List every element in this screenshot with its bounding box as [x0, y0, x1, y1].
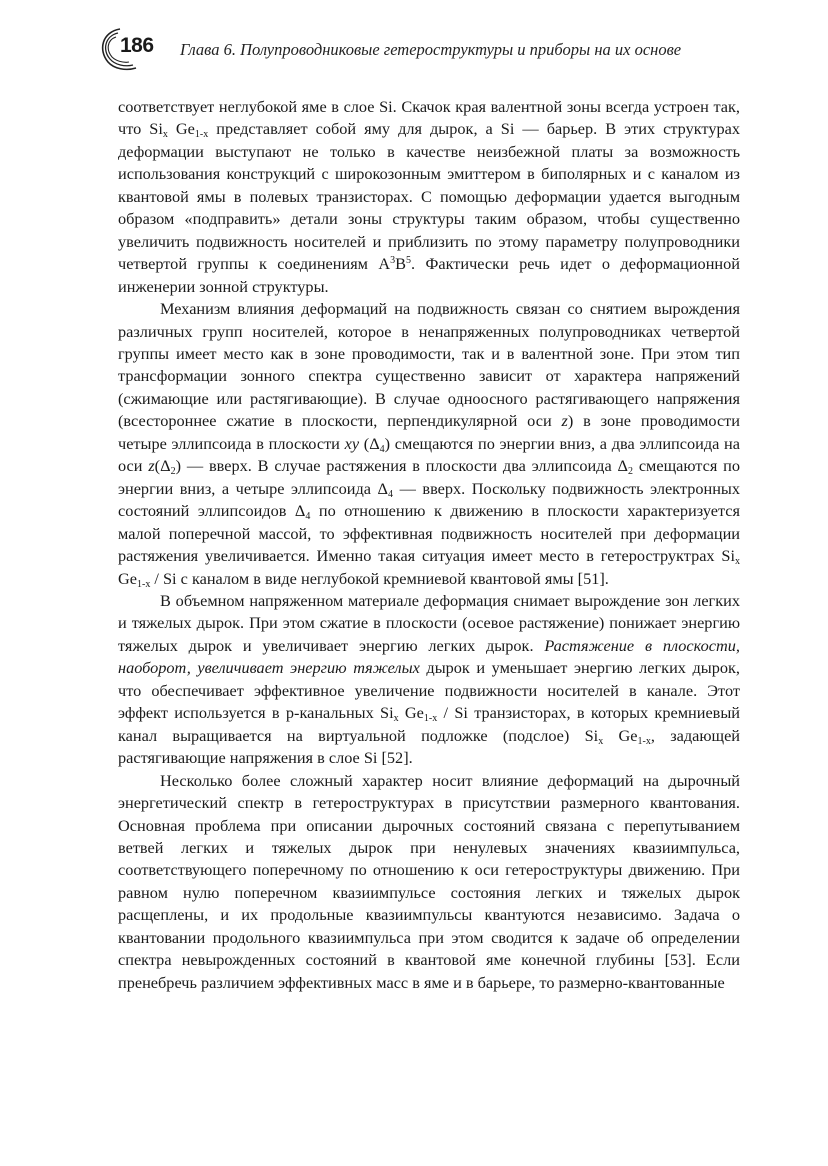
- paragraph: В объемном напряженном материале деформация снимает вырождение зон легких и тяжелых дырок. При этом сжатие в плоскости (осевое растяжение) понижает энергию тяжелых дырок и увеличивает энергию легких дырок. Растяжение в плоскости, наоборот, увеличивает энергию тяжелых дырок и уменьшает энергию легких дырок, что обеспечивает эффективное увеличение подвижности носителей в канале. Этот эффект используется в p-канальных $Si_x$ $Ge_{1-x}$ / Si транзисторах, в которых кремниевый канал выращивается на виртуальной подложке (подслое) $Si_x$ $Ge_{1-x}$, задающей растягивающие напряжения в слое Si [52].: [118, 590, 741, 768]
- paragraph: Механизм влияния деформаций на подвижность связан со снятием вырождения различных групп носителей, которое в ненапряженных полупроводниках четвертой группы имеет место как в зоне проводимости, так и в валентной зоне. При этом тип трансформации зонного спектра существенно зависит от характера напряжений (сжимающие или растягивающие). В случае одноосного растягивающего напряжения (всестороннее сжатие в плоскости, перпендикулярной оси z) в зоне проводимости четыре эллипсоида в плоскости xy $(\Delta_4)$ смещаются по энергии вниз, а два эллипсоида на оси $z(\Delta_2)$ — вверх. В случае растяжения в плоскости два эллипсоида $\Delta_2$ смещаются по энергии вниз, а четыре эллипсоида $\Delta_4$ — вверх. Поскольку подвижность электронных состояний эллипсоидов $\Delta_4$ по отношению к движению в плоскости характеризуется малой поперечной массой, то эффективная подвижность носителей при деформации растяжения увеличивается. Именно такая ситуация имеет место в гетероструктрах $Si_x$ $Ge_{1-x}$ / Si с каналом в виде неглубокой кремниевой квантовой ямы [51].: [118, 299, 741, 590]
- paragraph: Несколько более сложный характер носит влияние деформаций на дырочный энергетический спектр в гетероструктурах в присутствии размерного квантования. Основная проблема при описании дырочных состояний связана с перепутыванием ветвей легких и тяжелых дырок при ненулевых значениях квазиимпульса, соответствующего поперечному по отношению к оси гетероструктуры движению. При равном нулю поперечном квазиимпульсе состояния легких и тяжелых дырок расщеплены, и их продольные квазиимпульсы квантуются независимо. Задача о квантовании продольного квазиимпульса при этом сводится к задаче об определении спектра невырожденных состояний в квантовой яме конечной глубины [53]. Если пренебречь различием эффективных масс в яме и в барьере, то размерно-квантованные: [118, 770, 740, 992]
- running-title: Глава 6. Полупроводниковые гетероструктуры и приборы на их основе: [180, 40, 682, 59]
- body-text: [118, 96, 740, 994]
- page-number: 186: [120, 34, 154, 57]
- paragraph: соответствует неглубокой яме в слое Si. Скачок края валентной зоны всегда устроен так, что $Si_x$ $Ge_{1-x}$ представляет собой яму для дырок, а Si — барьер. В этих структурах деформации выступают не только в качестве неизбежной платы за возможность использования конструкций с широкозонным эмиттером в биполярных и с каналом из квантовой ямы в полевых транзисторах. С помощью деформации удается выгодным образом «подправить» детали зоны структуры таким образом, чтобы существенно увеличить подвижность носителей и приблизить по этому параметру полупроводники четвертой группы к соединениям $A^3B^5$. Фактически речь идет о деформационной инженерии зонной структуры.: [118, 97, 740, 296]
- page-header: [98, 26, 738, 74]
